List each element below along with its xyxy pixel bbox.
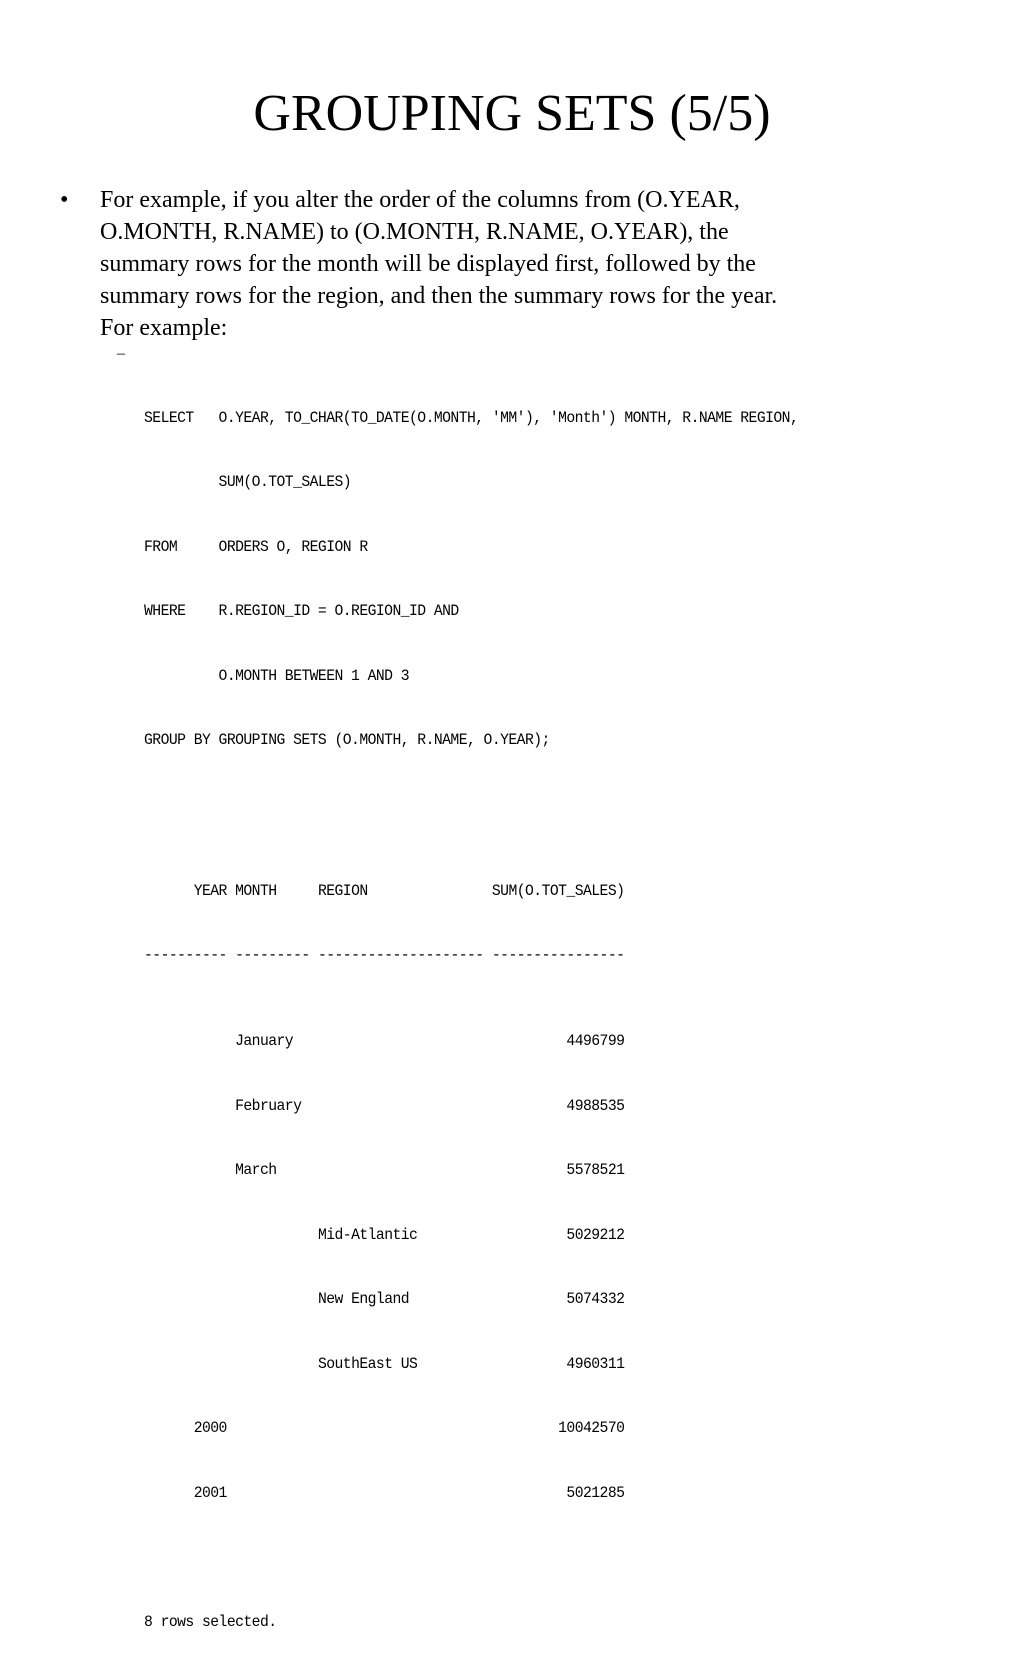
result-cell-month: MONTH	[235, 881, 310, 900]
result-cell-year	[144, 1290, 227, 1308]
result-row	[144, 1418, 798, 1440]
result-cell-sales: 5074332	[491, 1290, 625, 1308]
result-row	[144, 1096, 798, 1118]
sub-bullet-marker: –	[117, 345, 125, 362]
result-cell-month: February	[235, 1096, 310, 1115]
sql-from-clause: ORDERS O, REGION R	[218, 537, 368, 556]
result-cell-region: New England	[317, 1290, 484, 1308]
blank-line	[144, 1547, 798, 1569]
sql-select-line	[144, 408, 798, 430]
result-row	[144, 1354, 798, 1376]
result-cell-month: January	[235, 1032, 310, 1050]
sql-keyword: SELECT	[144, 408, 194, 427]
result-cell-year	[144, 1032, 227, 1050]
result-cell-sales: 4496799	[491, 1032, 625, 1050]
result-cell-month	[235, 1290, 310, 1308]
result-separator-row	[144, 945, 798, 967]
result-cell-year: 2000	[144, 1419, 227, 1437]
sql-where-continuation	[144, 666, 798, 688]
result-cell-sales: 4988535	[491, 1096, 625, 1115]
result-footer: 8 rows selected.	[144, 1612, 277, 1631]
result-cell-region	[318, 1032, 484, 1050]
result-cell-month: March	[235, 1161, 310, 1179]
result-cell-year: 2001	[144, 1483, 227, 1502]
result-cell-region	[318, 1419, 484, 1437]
result-cell-region: SouthEast US	[317, 1354, 484, 1373]
sql-select-columns: SUM(O.TOT_SALES)	[218, 473, 352, 491]
sql-keyword: GROUP BY	[144, 731, 211, 749]
sql-where-line	[144, 601, 798, 623]
sql-where-clause: O.MONTH BETWEEN 1 AND 3	[218, 666, 410, 685]
result-cell-year	[144, 1355, 227, 1373]
result-cell-year	[144, 1161, 227, 1179]
bullet-line: summary rows for the month will be displayed first, followed by the	[100, 251, 756, 277]
bullet-line: O.MONTH, R.NAME) to (O.MONTH, R.NAME, O.YEAR), the	[100, 219, 729, 245]
result-cell-month	[235, 1355, 310, 1373]
bullet-marker: •	[60, 187, 69, 213]
result-cell-region: REGION	[317, 881, 484, 900]
result-cell-month	[235, 1226, 310, 1244]
result-row	[144, 1483, 798, 1505]
result-cell-sales: 5021285	[491, 1483, 625, 1502]
result-cell-sales: 5578521	[491, 1161, 625, 1179]
sql-group-by-clause: GROUPING SETS (O.MONTH, R.NAME, O.YEAR);	[218, 731, 550, 749]
sql-from-line	[144, 537, 798, 559]
slide-title: GROUPING SETS (5/5)	[253, 85, 771, 142]
sql-keyword: FROM	[144, 537, 178, 556]
sql-keyword: WHERE	[144, 602, 186, 620]
result-row	[144, 1225, 798, 1247]
result-row	[144, 1160, 798, 1182]
result-row	[144, 1289, 798, 1311]
result-cell-sales: 10042570	[491, 1419, 625, 1437]
result-cell-region	[318, 1484, 484, 1502]
bullet-line: summary rows for the region, and then the summary rows for the year.	[100, 283, 778, 309]
result-separator: --------------------	[317, 946, 484, 964]
result-separator: ----------	[144, 946, 227, 964]
result-cell-region	[318, 1097, 484, 1115]
sql-select-continuation	[144, 472, 798, 494]
result-cell-sales: SUM(O.TOT_SALES)	[491, 881, 625, 900]
result-cell-year	[144, 1097, 227, 1115]
bullet-line: For example:	[100, 315, 228, 341]
sql-code-block	[144, 343, 798, 1655]
result-cell-sales: 5029212	[491, 1225, 625, 1244]
sql-select-columns: O.YEAR, TO_CHAR(TO_DATE(O.MONTH, 'MM'), 'Month') MONTH, R.NAME REGION,	[218, 408, 799, 427]
result-header-row	[144, 881, 798, 903]
blank-line	[144, 795, 798, 817]
bullet-paragraph	[100, 184, 940, 344]
result-cell-year: YEAR	[144, 881, 227, 900]
result-cell-region	[318, 1161, 484, 1179]
result-cell-sales: 4960311	[491, 1354, 625, 1373]
result-cell-region: Mid-Atlantic	[317, 1225, 484, 1244]
result-row	[144, 1031, 798, 1053]
result-cell-year	[144, 1226, 227, 1244]
bullet-line: For example, if you alter the order of the columns from (O.YEAR,	[100, 187, 740, 213]
sql-where-clause: R.REGION_ID = O.REGION_ID AND	[218, 602, 459, 620]
sql-group-by-line	[144, 730, 798, 752]
result-cell-month	[235, 1484, 310, 1502]
result-cell-month	[235, 1419, 310, 1437]
result-separator: ----------------	[491, 946, 625, 964]
result-separator: ---------	[235, 946, 310, 964]
